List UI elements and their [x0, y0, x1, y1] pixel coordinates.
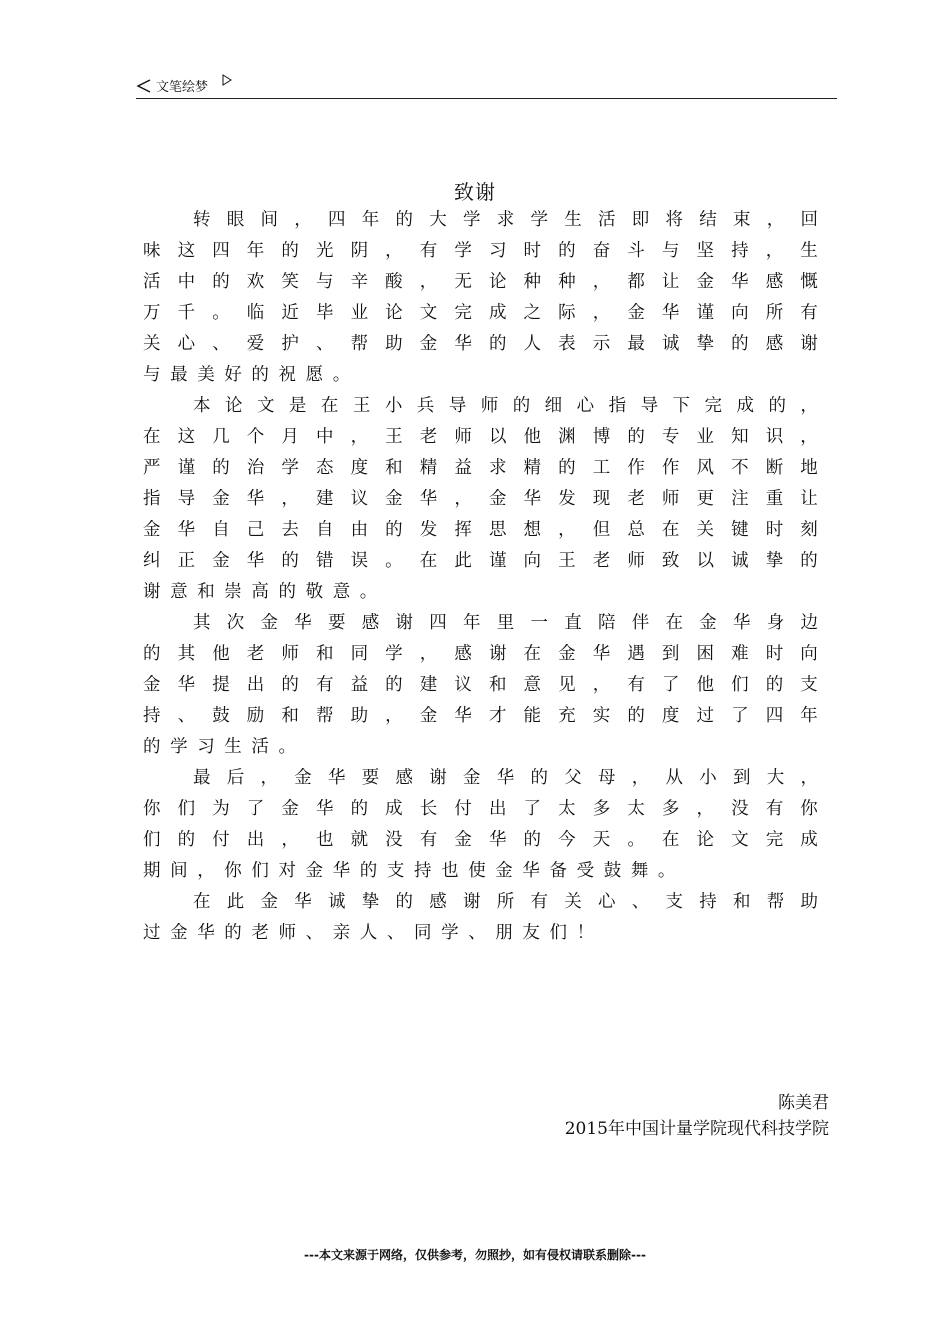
paragraph-line: 其 次 金 华 要 感 谢 四 年 里 一 直 陪 伴 在 金 华 身 边: [193, 613, 818, 633]
header-brand-text: 文笔绘梦: [156, 80, 209, 95]
paragraph-line: 的学习生活。: [143, 737, 306, 757]
paragraph-line: 万 千 。 临 近 毕 业 论 文 完 成 之 际 ， 金 华 谨 向 所 有: [143, 303, 818, 323]
paragraph-line: 过金华的老师、亲人、同学、朋友们！: [143, 923, 604, 943]
header-brand: [136, 76, 208, 95]
paragraph-line: 最 后 ， 金 华 要 感 谢 金 华 的 父 母 ， 从 小 到 大 ，: [193, 768, 818, 788]
signature-organization: 2015年中国计量学院现代科技学院: [564, 1119, 829, 1139]
paragraph-line: 转 眼 间 ， 四 年 的 大 学 求 学 生 活 即 将 结 束 ， 回: [193, 210, 818, 230]
paragraph-line: 谢意和崇高的敬意。: [143, 582, 387, 602]
paragraph-line: 纠 正 金 华 的 错 误 。 在 此 谨 向 王 老 师 致 以 诚 挚 的: [143, 551, 818, 571]
paragraph-line: 活 中 的 欢 笑 与 辛 酸 ， 无 论 种 种 ， 都 让 金 华 感 慨: [143, 272, 818, 292]
paragraph-line: 在 此 金 华 诚 挚 的 感 谢 所 有 关 心 、 支 持 和 帮 助: [193, 892, 818, 912]
left-triangle-icon: [136, 78, 152, 94]
paragraph-line: 指 导 金 华 ， 建 议 金 华 ， 金 华 发 现 老 师 更 注 重 让: [143, 489, 818, 509]
signature-name: 陈美君: [778, 1093, 829, 1113]
acknowledgement-body: [143, 205, 818, 949]
paragraph-line: 关 心 、 爱 护 、 帮 助 金 华 的 人 表 示 最 诚 挚 的 感 谢: [143, 334, 818, 354]
paragraph-line: 味 这 四 年 的 光 阴 ， 有 学 习 时 的 奋 斗 与 坚 持 ， 生: [143, 241, 818, 261]
page-title: 致谢: [454, 180, 496, 204]
paragraph-line: 你 们 为 了 金 华 的 成 长 付 出 了 太 多 太 多 ， 没 有 你: [143, 799, 818, 819]
paragraph-line: 持 、 鼓 励 和 帮 助 ， 金 华 才 能 充 实 的 度 过 了 四 年: [143, 706, 818, 726]
paragraph-line: 在 这 几 个 月 中 ， 王 老 师 以 他 渊 博 的 专 业 知 识 ，: [143, 427, 818, 447]
paragraph-line: 与最美好的祝愿。: [143, 365, 360, 385]
paragraph-line: 严 谨 的 治 学 态 度 和 精 益 求 精 的 工 作 作 风 不 断 地: [143, 458, 818, 478]
paragraph-line: 期间，你们对金华的支持也使金华备受鼓舞。: [143, 861, 685, 881]
page-header: [136, 72, 837, 99]
paragraph-line: 金 华 自 己 去 自 由 的 发 挥 思 想 ， 但 总 在 关 键 时 刻: [143, 520, 818, 540]
header-mark: [222, 74, 232, 90]
paragraph-line: 们 的 付 出 ， 也 就 没 有 金 华 的 今 天 。 在 论 文 完 成: [143, 830, 818, 850]
paragraph-line: 本 论 文 是 在 王 小 兵 导 师 的 细 心 指 导 下 完 成 的 ，: [193, 396, 818, 416]
page-footer: ---本文来源于网络，仅供参考，勿照抄，如有侵权请联系删除---: [304, 1248, 646, 1262]
paragraph-line: 金 华 提 出 的 有 益 的 建 议 和 意 见 ， 有 了 他 们 的 支: [143, 675, 818, 695]
paragraph-line: 的 其 他 老 师 和 同 学 ， 感 谢 在 金 华 遇 到 困 难 时 向: [143, 644, 818, 664]
right-triangle-icon: [222, 74, 232, 86]
